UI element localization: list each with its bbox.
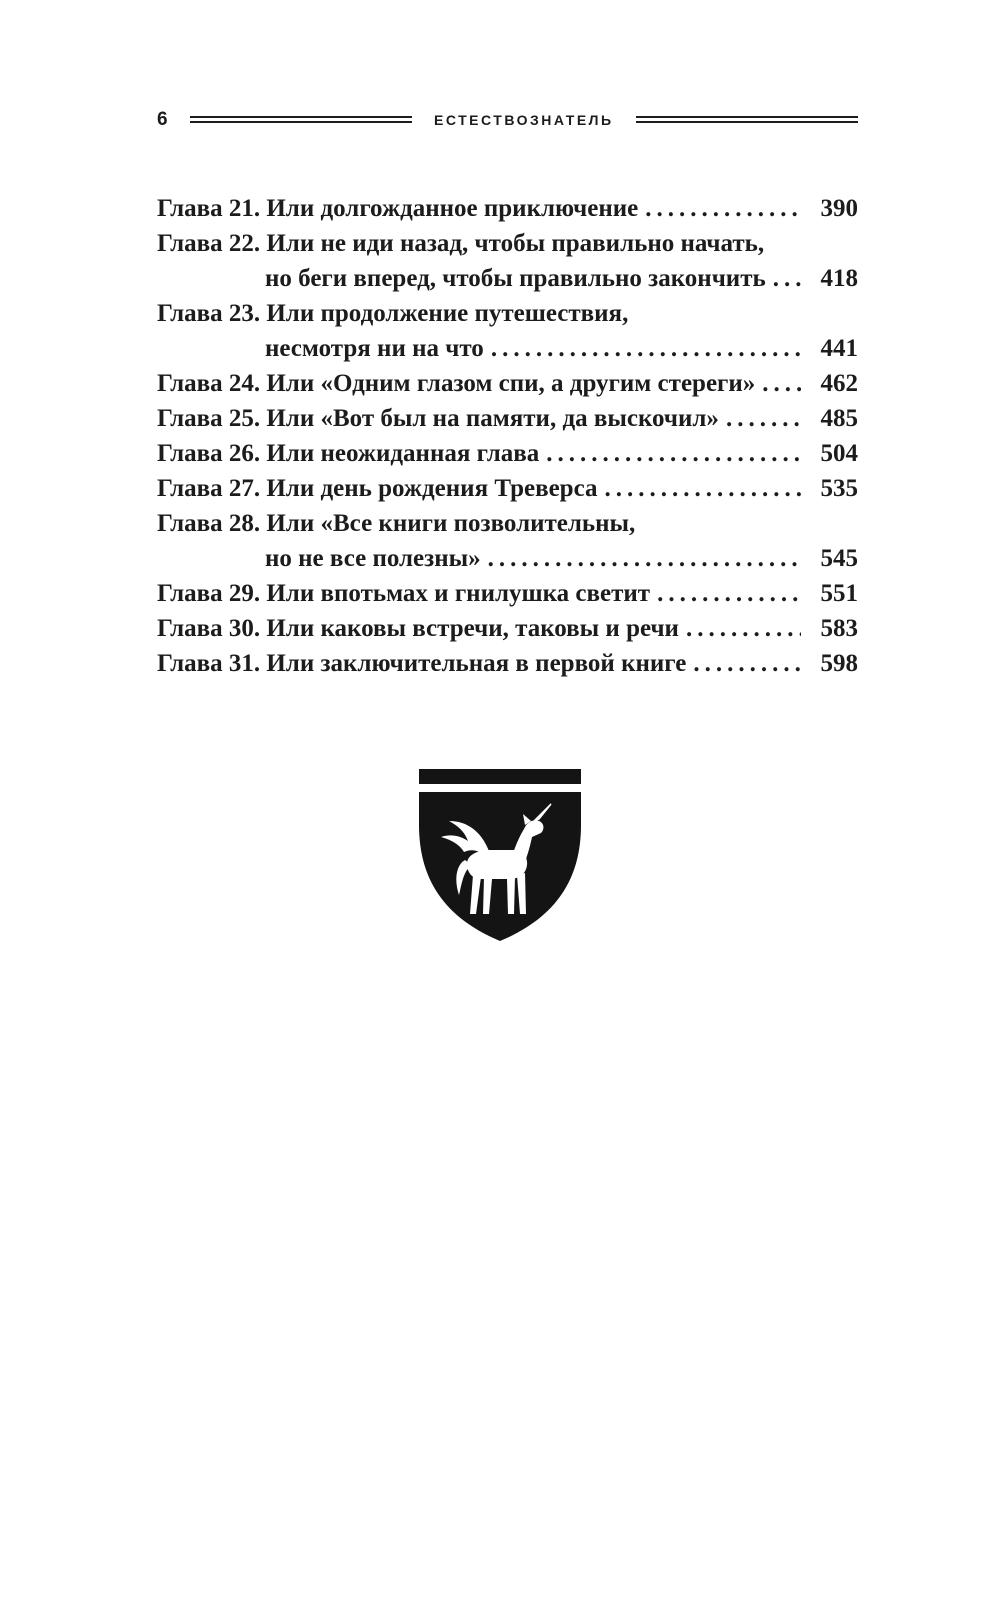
dot-leader bbox=[645, 191, 801, 226]
toc-line bbox=[157, 331, 858, 366]
toc-entry-text: Глава 21. Или долгожданное приключение bbox=[157, 195, 639, 222]
toc-line bbox=[157, 261, 858, 296]
table-of-contents bbox=[157, 191, 858, 681]
toc-line bbox=[157, 366, 858, 401]
running-title: ЕСТЕСТВОЗНАТЕЛЬ bbox=[434, 111, 614, 128]
toc-entry-text: Глава 31. Или заключительная в первой книге bbox=[157, 650, 687, 677]
toc-page-number: 583 bbox=[820, 615, 858, 642]
toc-entry-text: несмотря ни на что bbox=[265, 335, 484, 362]
toc-line bbox=[157, 436, 858, 471]
winged-unicorn-shield-icon bbox=[415, 767, 585, 943]
toc-page-number: 545 bbox=[820, 545, 858, 572]
header-rule-left bbox=[190, 116, 412, 123]
dot-leader bbox=[488, 541, 801, 576]
toc-entry-text: но беги вперед, чтобы правильно закончить bbox=[265, 265, 766, 292]
toc-line bbox=[157, 471, 858, 506]
dot-leader bbox=[604, 471, 801, 506]
toc-entry-text: Глава 24. Или «Одним глазом спи, а другим стереги» bbox=[157, 370, 756, 397]
toc-line bbox=[157, 226, 858, 261]
toc-page-number: 535 bbox=[820, 475, 858, 502]
toc-line bbox=[157, 646, 858, 681]
toc-entry-text: Глава 22. Или не иди назад, чтобы правильно начать, bbox=[157, 230, 765, 257]
toc-page-number: 441 bbox=[820, 335, 858, 362]
toc-entry-text: Глава 27. Или день рождения Треверса bbox=[157, 475, 598, 502]
toc-entry-text: Глава 30. Или каковы встречи, таковы и речи bbox=[157, 615, 679, 642]
toc-page-number: 390 bbox=[820, 195, 858, 222]
toc-entry-text: Глава 25. Или «Вот был на памяти, да выскочил» bbox=[157, 405, 719, 432]
dot-leader bbox=[773, 261, 801, 296]
toc-line bbox=[157, 541, 858, 576]
toc-page-number: 504 bbox=[820, 440, 858, 467]
toc-page-number: 485 bbox=[820, 405, 858, 432]
toc-entry-text: но не все полезны» bbox=[265, 545, 481, 572]
toc-line bbox=[157, 506, 858, 541]
publisher-logo bbox=[0, 767, 1000, 943]
toc-page-number: 462 bbox=[820, 370, 858, 397]
toc-line bbox=[157, 401, 858, 436]
dot-leader bbox=[686, 611, 801, 646]
toc-line bbox=[157, 191, 858, 226]
dot-leader bbox=[693, 646, 801, 681]
toc-page-number: 551 bbox=[820, 580, 858, 607]
dot-leader bbox=[546, 436, 801, 471]
dot-leader bbox=[491, 331, 801, 366]
toc-entry-text: Глава 26. Или неожиданная глава bbox=[157, 440, 540, 467]
dot-leader bbox=[657, 576, 801, 611]
page-number: 6 bbox=[157, 109, 168, 130]
dot-leader bbox=[726, 401, 801, 436]
toc-page-number: 598 bbox=[820, 650, 858, 677]
toc-entry-text: Глава 29. Или впотьмах и гнилушка светит bbox=[157, 580, 651, 607]
toc-line bbox=[157, 576, 858, 611]
toc-line bbox=[157, 296, 858, 331]
header-rule-right bbox=[636, 116, 858, 123]
toc-page-number: 418 bbox=[820, 265, 858, 292]
toc-line bbox=[157, 611, 858, 646]
page-header bbox=[157, 0, 858, 129]
toc-entry-text: Глава 23. Или продолжение путешествия, bbox=[157, 300, 629, 327]
toc-entry-text: Глава 28. Или «Все книги позволительны, bbox=[157, 510, 636, 537]
dot-leader bbox=[762, 366, 801, 401]
